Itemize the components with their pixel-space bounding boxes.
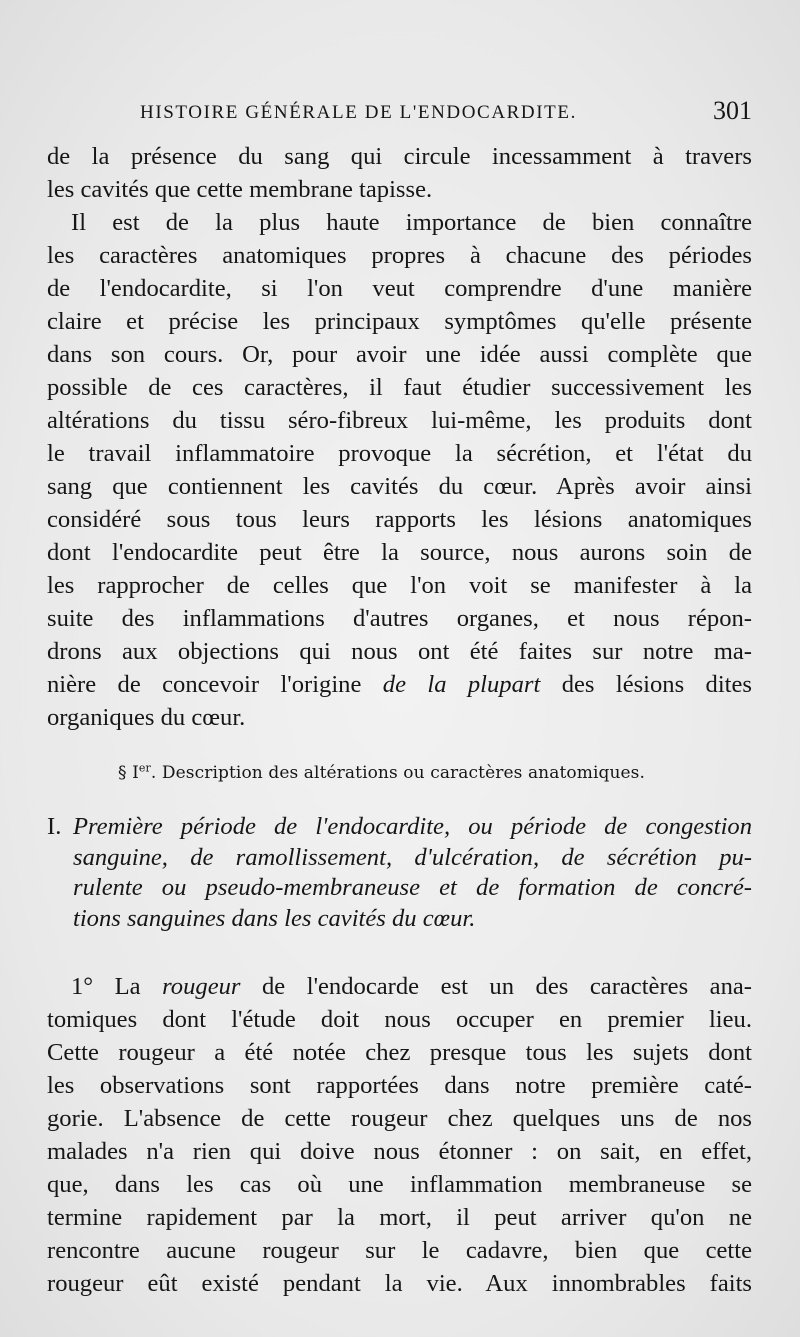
text-line: rougeur eût existé pendant la vie. Aux innombrables faits [47,1270,752,1297]
text-line: sang que contiennent les cavités du cœur. Après avoir ainsi [47,473,752,500]
text-line: malades n'a rien qui doive nous étonner : on sait, en effet, [47,1138,752,1165]
section-mark: § I [118,763,139,783]
text-line: les rapprocher de celles que l'on voit se manifester à la [47,572,752,599]
text-line: tions sanguines dans les cavités du cœur. [73,904,476,932]
subsection-text: Première période de l'endocardite, ou période de congestion [73,813,752,840]
text-line: altérations du tissu séro-fibreux lui-même, les produits dont [47,407,752,434]
text-line: possible de ces caractères, il faut étudier successivement les [47,374,752,401]
text-line: claire et précise les principaux symptômes qu'elle présente [47,308,752,335]
text-line: sanguine, de ramollissement, d'ulcération, de sécrétion pu- [73,843,752,871]
text-line: rulente ou pseudo-membraneuse et de formation de concré- [73,874,752,901]
text-line: les cavités que cette membrane tapisse. [47,176,433,203]
emphasis-text: de la plupart [382,671,541,698]
text-line: gorie. L'absence de cette rougeur chez quelques uns de nos [47,1105,752,1132]
text-line: les caractères anatomiques propres à chacune des périodes [47,242,752,269]
subsection-number: I. [47,813,62,840]
page-number: 301 [713,96,752,125]
text-line: termine rapidement par la mort, il peut arriver qu'on ne [47,1204,752,1231]
section-title: . Description des altérations ou caractères anatomiques. [150,763,646,783]
text-line: Il est de la plus haute importance de bien connaître [71,209,752,236]
text-line: de l'endocardite, si l'on veut comprendre d'une manière [47,275,752,302]
text-line [47,812,752,843]
text-line: dont l'endocardite peut être la source, nous aurons soin de [47,539,752,566]
running-title: HISTOIRE GÉNÉRALE DE L'ENDOCARDITE. [140,102,577,123]
text-line: suite des inflammations d'autres organes, et nous répon- [47,605,752,632]
text-run: nière de concevoir l'origine [47,671,383,698]
text-run: 1° La [71,973,163,1000]
text-run: de l'endocarde est un des caractères ana- [240,973,752,1000]
text-line: de la présence du sang qui circule incessamment à travers [47,143,752,170]
subsection-title [47,812,752,934]
text-line: dans son cours. Or, pour avoir une idée aussi complète que [47,341,752,368]
text-line: organiques du cœur. [47,704,246,731]
section-heading [118,763,688,783]
emphasis-text: rougeur [162,973,241,1000]
page-header [140,96,752,130]
text-line [47,668,752,701]
text-line: rencontre aucune rougeur sur le cadavre, bien que cette [47,1237,752,1264]
text-line: que, dans les cas où une inflammation membraneuse se [47,1171,752,1198]
text-line: les observations sont rapportées dans notre première caté- [47,1072,752,1099]
text-line: le travail inflammatoire provoque la sécrétion, et l'état du [47,440,752,467]
text-line: drons aux objections qui nous ont été faites sur notre ma- [47,638,752,665]
text-line: considéré sous tous leurs rapports les lésions anatomiques [47,506,752,533]
text-run: des lésions dites [540,671,752,698]
text-line: tomiques dont l'étude doit nous occuper en premier lieu. [47,1006,752,1033]
text-line: Cette rougeur a été notée chez presque tous les sujets dont [47,1039,752,1066]
section-sup: er [138,761,151,775]
paragraph-main [47,206,752,734]
paragraph-rougeur [47,970,752,1300]
paragraph-continuation [47,140,752,206]
text-line [47,970,752,1003]
